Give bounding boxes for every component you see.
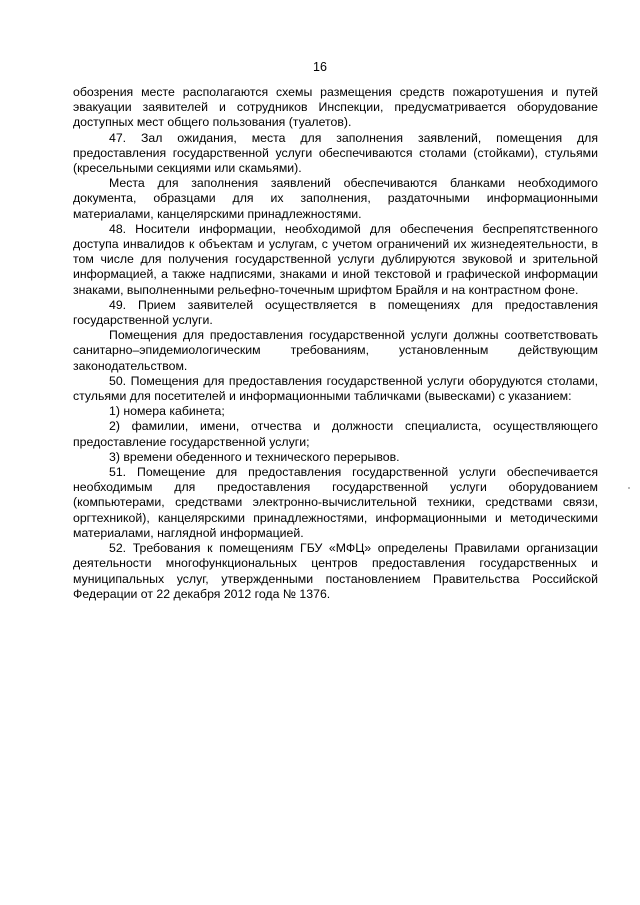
- paragraph-47: 47. Зал ожидания, места для заполнения заявлений, помещения для предоставления государственной услуги обеспечиваются столами (стойками), стульями (кресельными секциями или скамьями).: [73, 130, 598, 176]
- paragraph-52: 52. Требования к помещениям ГБУ «МФЦ» определены Правилами организации деятельности многофункциональных центров предоставления государственных и муниципальных услуг, утвержденными постановлением Правительства Российской Федерации от 22 декабря 2012 года № 1376.: [73, 541, 598, 601]
- document-body: [73, 85, 598, 602]
- page-number: 16: [313, 60, 327, 74]
- paragraph-49: 49. Прием заявителей осуществляется в помещениях для предоставления государственной услуги.: [73, 297, 598, 328]
- paragraph-50: 50. Помещения для предоставления государственной услуги оборудуются столами, стульями для посетителей и информационными табличками (вывесками) с указанием:: [73, 373, 598, 404]
- list-item-3: 3) времени обеденного и технического перерывов.: [109, 449, 400, 464]
- paragraph-48: 48. Носители информации, необходимой для обеспечения беспрепятственного доступа инвалидов к объектам и услугам, с учетом ограничений их жизнедеятельности, в том числе для получения государственной услуги дублируются звуковой и зрительной информацией, а также надписями, знаками и иной текстовой и графической информации знаками, выполненными рельефно-точечным шрифтом Брайля и на контрастном фоне.: [73, 221, 598, 297]
- scan-mark: [628, 487, 630, 489]
- paragraph-47-forms: Места для заполнения заявлений обеспечиваются бланками необходимого документа, образцами для их заполнения, раздаточными информационными материалами, канцелярскими принадлежностями.: [73, 176, 598, 221]
- list-item-1: 1) номера кабинета;: [109, 404, 225, 419]
- paragraph-continuation: обозрения месте располагаются схемы размещения средств пожаротушения и путей эвакуации заявителей и сотрудников Инспекции, предусматривается оборудование доступных мест общего пользования (туалетов).: [73, 85, 598, 130]
- paragraph-51: 51. Помещение для предоставления государственной услуги обеспечивается необходимым для предоставления государственной услуги оборудованием (компьютерами, средствами электронно-вычислительной техники, средствами связи, оргтехникой), канцелярскими принадлежностями, информационными и методическими материалами, наглядной информацией.: [73, 465, 598, 540]
- list-item-2: 2) фамилии, имени, отчества и должности специалиста, осуществляющего предоставление государственной услуги;: [73, 419, 598, 449]
- paragraph-49-requirements: Помещения для предоставления государственной услуги должны соответствовать санитарно–эпидемиологическим требованиям, установленным действующим законодательством.: [73, 328, 598, 373]
